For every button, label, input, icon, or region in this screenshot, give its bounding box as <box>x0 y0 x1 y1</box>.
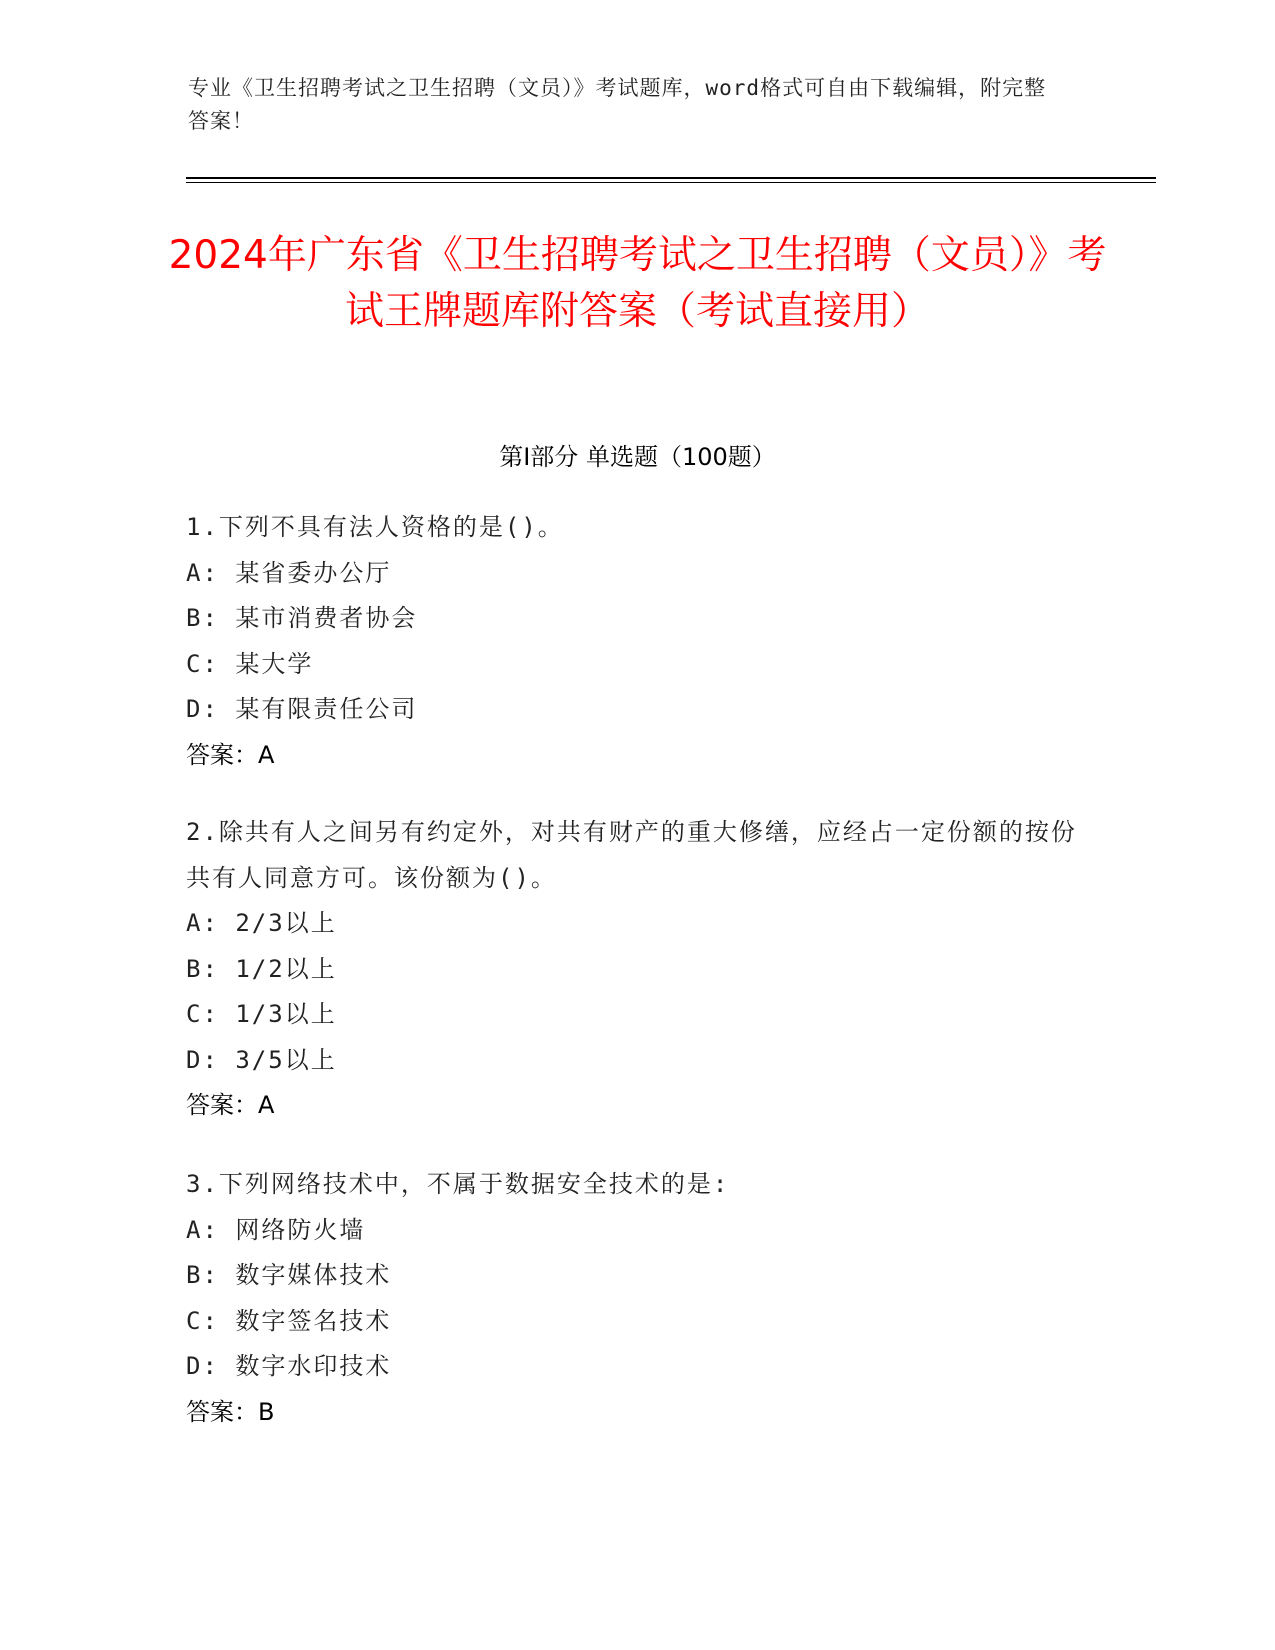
option-c: C: 1/3以上 <box>186 1000 337 1028</box>
option-d: D: 3/5以上 <box>186 1045 337 1074</box>
option-b: B: 某市消费者协会 <box>186 604 418 632</box>
answer: 答案：A <box>186 740 275 769</box>
question-1 <box>186 505 1086 778</box>
question-stem: 1.下列不具有法人资格的是()。 <box>186 513 564 541</box>
option-a: A: 网络防火墙 <box>186 1215 366 1244</box>
option-d: D: 某有限责任公司 <box>186 695 418 723</box>
answer: 答案：A <box>186 1091 275 1119</box>
question-stem: 2.除共有人之间另有约定外，对共有财产的重大修缮，应经占一定份额的按份共有人同意方可。该份额为()。 <box>186 818 1077 892</box>
header-rule-thin <box>186 182 1156 183</box>
section-heading: 第I部分 单选题（100题） <box>499 443 776 471</box>
question-3 <box>186 1162 1086 1435</box>
option-c: C: 某大学 <box>186 649 314 678</box>
answer: 答案：B <box>186 1397 275 1426</box>
option-d: D: 数字水印技术 <box>186 1352 392 1380</box>
option-b: B: 1/2以上 <box>186 954 337 983</box>
header-note: 专业《卫生招聘考试之卫生招聘（文员）》考试题库，word格式可自由下载编辑，附完整答案！ <box>188 76 1047 133</box>
question-stem: 3.下列网络技术中，不属于数据安全技术的是: <box>186 1170 730 1198</box>
document-title: 2024年广东省《卫生招聘考试之卫生招聘（文员）》考试王牌题库附答案（考试直接用） <box>168 233 1107 334</box>
question-2 <box>186 810 1086 1129</box>
option-b: B: 数字媒体技术 <box>186 1261 392 1289</box>
option-a: A: 某省委办公厅 <box>186 558 392 587</box>
option-c: C: 数字签名技术 <box>186 1306 392 1335</box>
header-rule-thick <box>186 177 1156 179</box>
option-a: A: 2/3以上 <box>186 909 337 937</box>
